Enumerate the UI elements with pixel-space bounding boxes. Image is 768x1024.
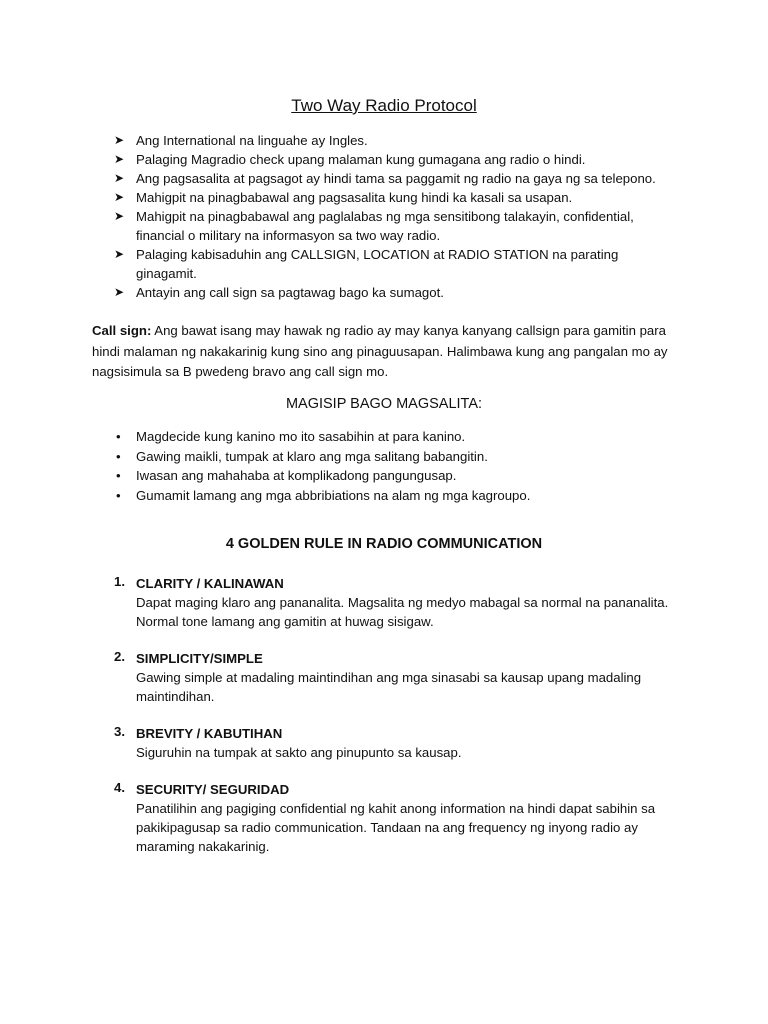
rule-number: 4. xyxy=(114,780,125,795)
rule-item xyxy=(114,780,684,856)
arrow-bullet-icon: ➤ xyxy=(114,133,125,147)
list-item: ➤ Palaging Magradio check upang malaman kung gumagana ang radio o hindi. xyxy=(114,152,586,167)
rule-title: SIMPLICITY/SIMPLE xyxy=(136,651,263,666)
list-item: ➤ Mahigpit na pinagbabawal ang pagsasalita kung hindi ka kasali sa usapan. xyxy=(114,190,573,205)
callsign-label: Call sign: xyxy=(92,323,152,338)
list-item: ➤ Ang pagsasalita at pagsagot ay hindi tama sa paggamit ng radio na gaya ng sa telepono. xyxy=(114,171,656,186)
rule-item xyxy=(114,724,684,762)
arrow-bullet-icon: ➤ xyxy=(114,209,125,223)
list-item: • Magdecide kung kanino mo ito sasabihin at para kanino. xyxy=(114,427,674,447)
list-item: ➤ Antayin ang call sign sa pagtawag bago ka sumagot. xyxy=(114,285,444,300)
rule-item xyxy=(114,649,684,706)
list-item: • Gawing maikli, tumpak at klaro ang mga salitang babangitin. xyxy=(114,447,674,467)
rule-title: SECURITY/ SEGURIDAD xyxy=(136,782,290,797)
list-item: • Gumamit lamang ang mga abbribiations na alam ng mga kagroupo. xyxy=(114,486,674,506)
rule-number: 3. xyxy=(114,724,125,739)
rule-number: 1. xyxy=(114,574,125,589)
bullet-icon: • xyxy=(116,448,121,464)
rule-title: CLARITY / KALINAWAN xyxy=(136,576,284,591)
rule-item xyxy=(114,574,684,631)
magisip-list xyxy=(114,427,674,505)
bullet-icon: • xyxy=(116,487,121,503)
callsign-text: Ang bawat isang may hawak ng radio ay may kanya kanyang callsign para gamitin para hindi malaman ng nakakarinig kung sino ang pinaguusapan. Halimbawa kung ang pangalan mo ay nagsisimula sa B pwedeng bravo ang call sign mo. xyxy=(92,323,668,379)
bullet-icon: • xyxy=(116,429,121,444)
golden-rule-heading: 4 GOLDEN RULE IN RADIO COMMUNICATION xyxy=(225,536,543,552)
arrow-bullet-icon: ➤ xyxy=(114,171,125,185)
protocol-list xyxy=(114,131,674,302)
list-item: ➤ Ang International na linguahe ay Ingles. xyxy=(114,133,368,148)
magisip-heading: MAGISIP BAGO MAGSALITA: xyxy=(285,396,483,412)
list-item: ➤ Mahigpit na pinagbabawal ang paglalabas ng mga sensitibong talakayin, confidential, financial o military na informasyon sa two way radio. xyxy=(114,209,634,243)
arrow-bullet-icon: ➤ xyxy=(114,285,125,299)
rule-body: Dapat maging klaro ang pananalita. Magsalita ng medyo mabagal sa normal na pananalita. Normal tone lamang ang gamitin at huwag sisigaw. xyxy=(136,595,669,629)
callsign-paragraph xyxy=(92,321,692,383)
rule-number: 2. xyxy=(114,649,125,664)
arrow-bullet-icon: ➤ xyxy=(114,152,125,166)
golden-rules-list xyxy=(114,574,684,874)
list-item: • Iwasan ang mahahaba at komplikadong pangungusap. xyxy=(114,466,674,486)
document-title: Two Way Radio Protocol xyxy=(291,96,477,115)
rule-body: Panatilihin ang pagiging confidential ng kahit anong information na hindi dapat sabihin sa pakikipagusap sa radio communication. Tandaan na ang frequency ng inyong radio ay maraming nakakarinig. xyxy=(136,801,656,854)
rule-body: Gawing simple at madaling maintindihan ang mga sinasabi sa kausap upang madaling maintindihan. xyxy=(136,670,642,704)
rule-title: BREVITY / KABUTIHAN xyxy=(136,726,283,741)
list-item: ➤ Palaging kabisaduhin ang CALLSIGN, LOCATION at RADIO STATION na parating ginagamit. xyxy=(114,247,619,281)
arrow-bullet-icon: ➤ xyxy=(114,247,125,261)
bullet-icon: • xyxy=(116,468,121,483)
arrow-bullet-icon: ➤ xyxy=(114,190,125,204)
rule-body: Siguruhin na tumpak at sakto ang pinupunto sa kausap. xyxy=(136,745,462,760)
